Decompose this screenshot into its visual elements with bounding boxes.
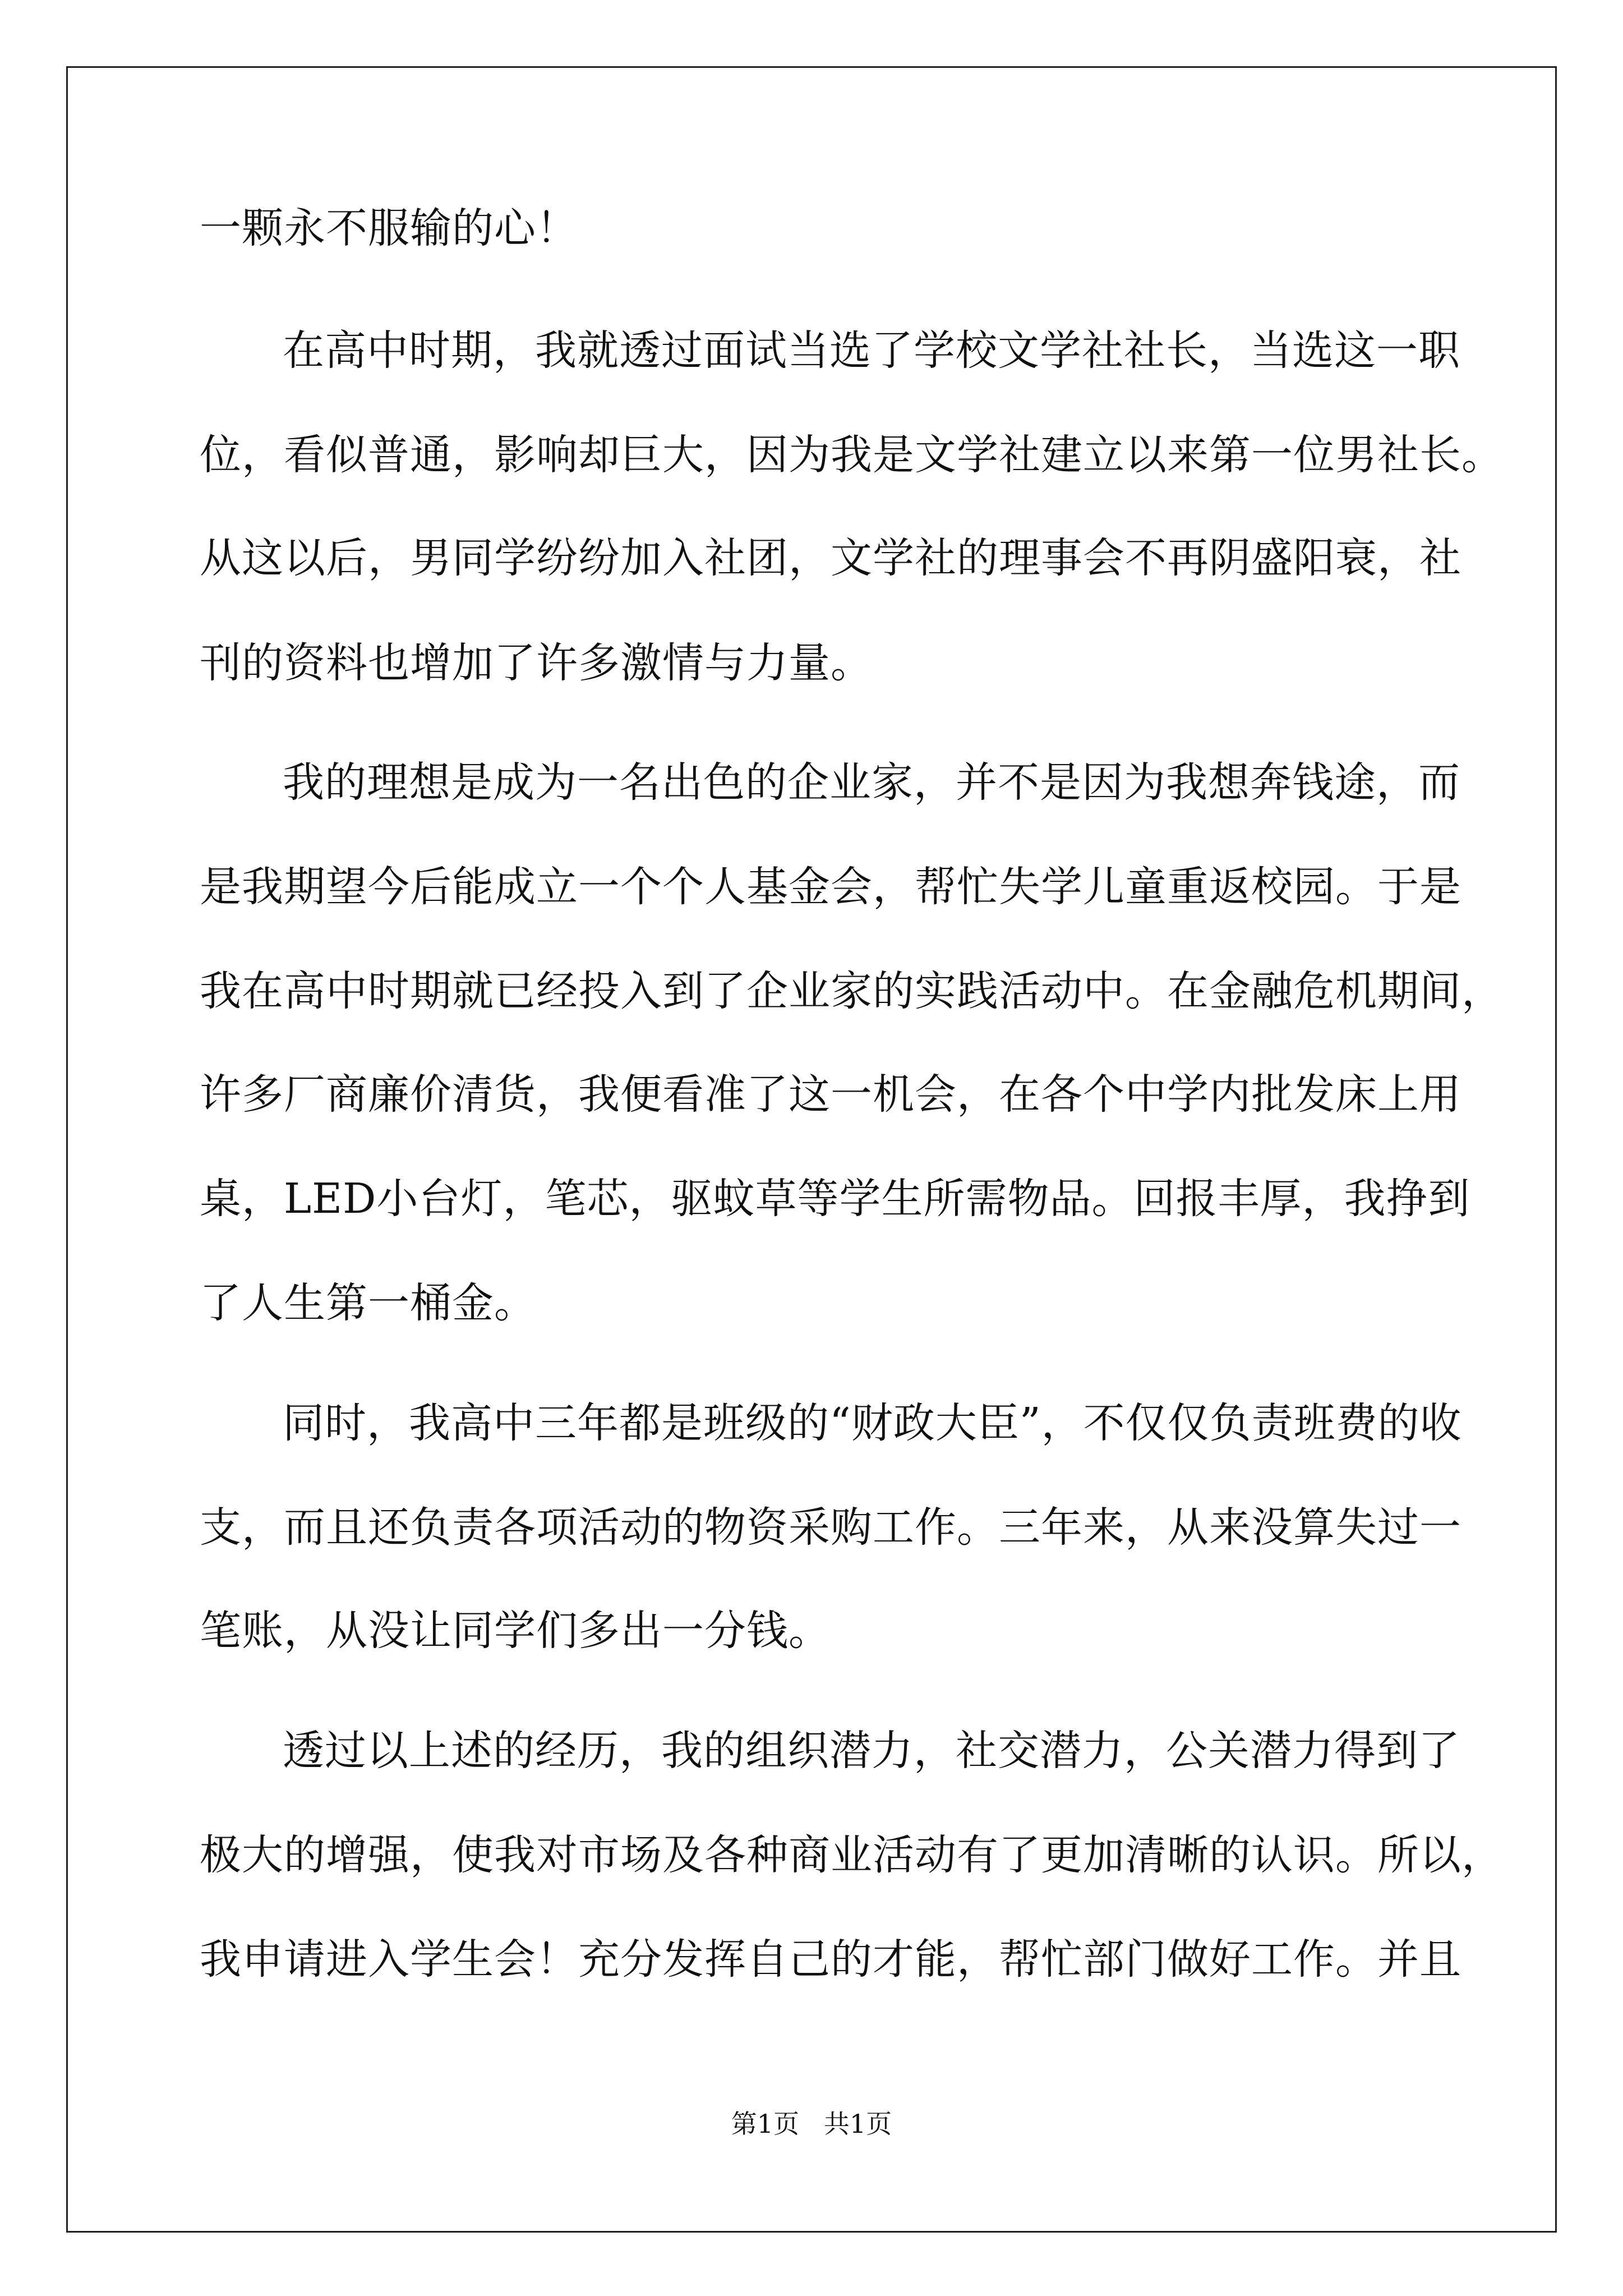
text-line: 我在高中时期就已经投入到了企业家的实践活动中。在金融危机期间， xyxy=(200,967,1504,1015)
text-line: 刊的资料也增加了许多激情与力量。 xyxy=(200,639,873,687)
text-line: 位，看似普通，影响却巨大，因为我是文学社建立以来第一位男社长。 xyxy=(200,431,1504,479)
text-line: 我申请进入学生会！充分发挥自己的才能，帮忙部门做好工作。并且 xyxy=(200,1935,1461,1984)
text-line: 极大的增强，使我对市场及各种商业活动有了更加清晰的认识。所以， xyxy=(200,1831,1504,1879)
text-line: 了人生第一桶金。 xyxy=(200,1279,536,1327)
paragraph-line: 在高中时期，我就透过面试当选了学校文学社社长，当选这一职 xyxy=(283,326,1460,375)
text-line: 支，而且还负责各项活动的物资采购工作。三年来，从来没算失过一 xyxy=(200,1503,1461,1552)
text-line: 桌，LED小台灯，笔芯，驱蚊草等学生所需物品。回报丰厚，我挣到 xyxy=(200,1175,1470,1223)
text-line: 笔账，从没让同学们多出一分钱。 xyxy=(200,1607,831,1655)
paragraph-line: 我的理想是成为一名出色的企业家，并不是因为我想奔钱途，而 xyxy=(283,758,1460,807)
text-line: 一颗永不服输的心！ xyxy=(200,204,578,252)
text-line: 从这以后，男同学纷纷加入社团，文学社的理事会不再阴盛阳衰，社 xyxy=(200,534,1461,582)
text-line: 是我期望今后能成立一个个人基金会，帮忙失学儿童重返校园。于是 xyxy=(200,863,1461,911)
page-border xyxy=(66,66,1557,2233)
page-number-footer: 第1页 共1页 xyxy=(731,2109,892,2139)
text-line: 许多厂商廉价清货，我便看准了这一机会，在各个中学内批发床上用 xyxy=(200,1070,1461,1119)
paragraph-line: 透过以上述的经历，我的组织潜力，社交潜力，公关潜力得到了 xyxy=(283,1727,1460,1775)
paragraph-line: 同时，我高中三年都是班级的“财政大臣”，不仅仅负责班费的收 xyxy=(283,1399,1462,1447)
